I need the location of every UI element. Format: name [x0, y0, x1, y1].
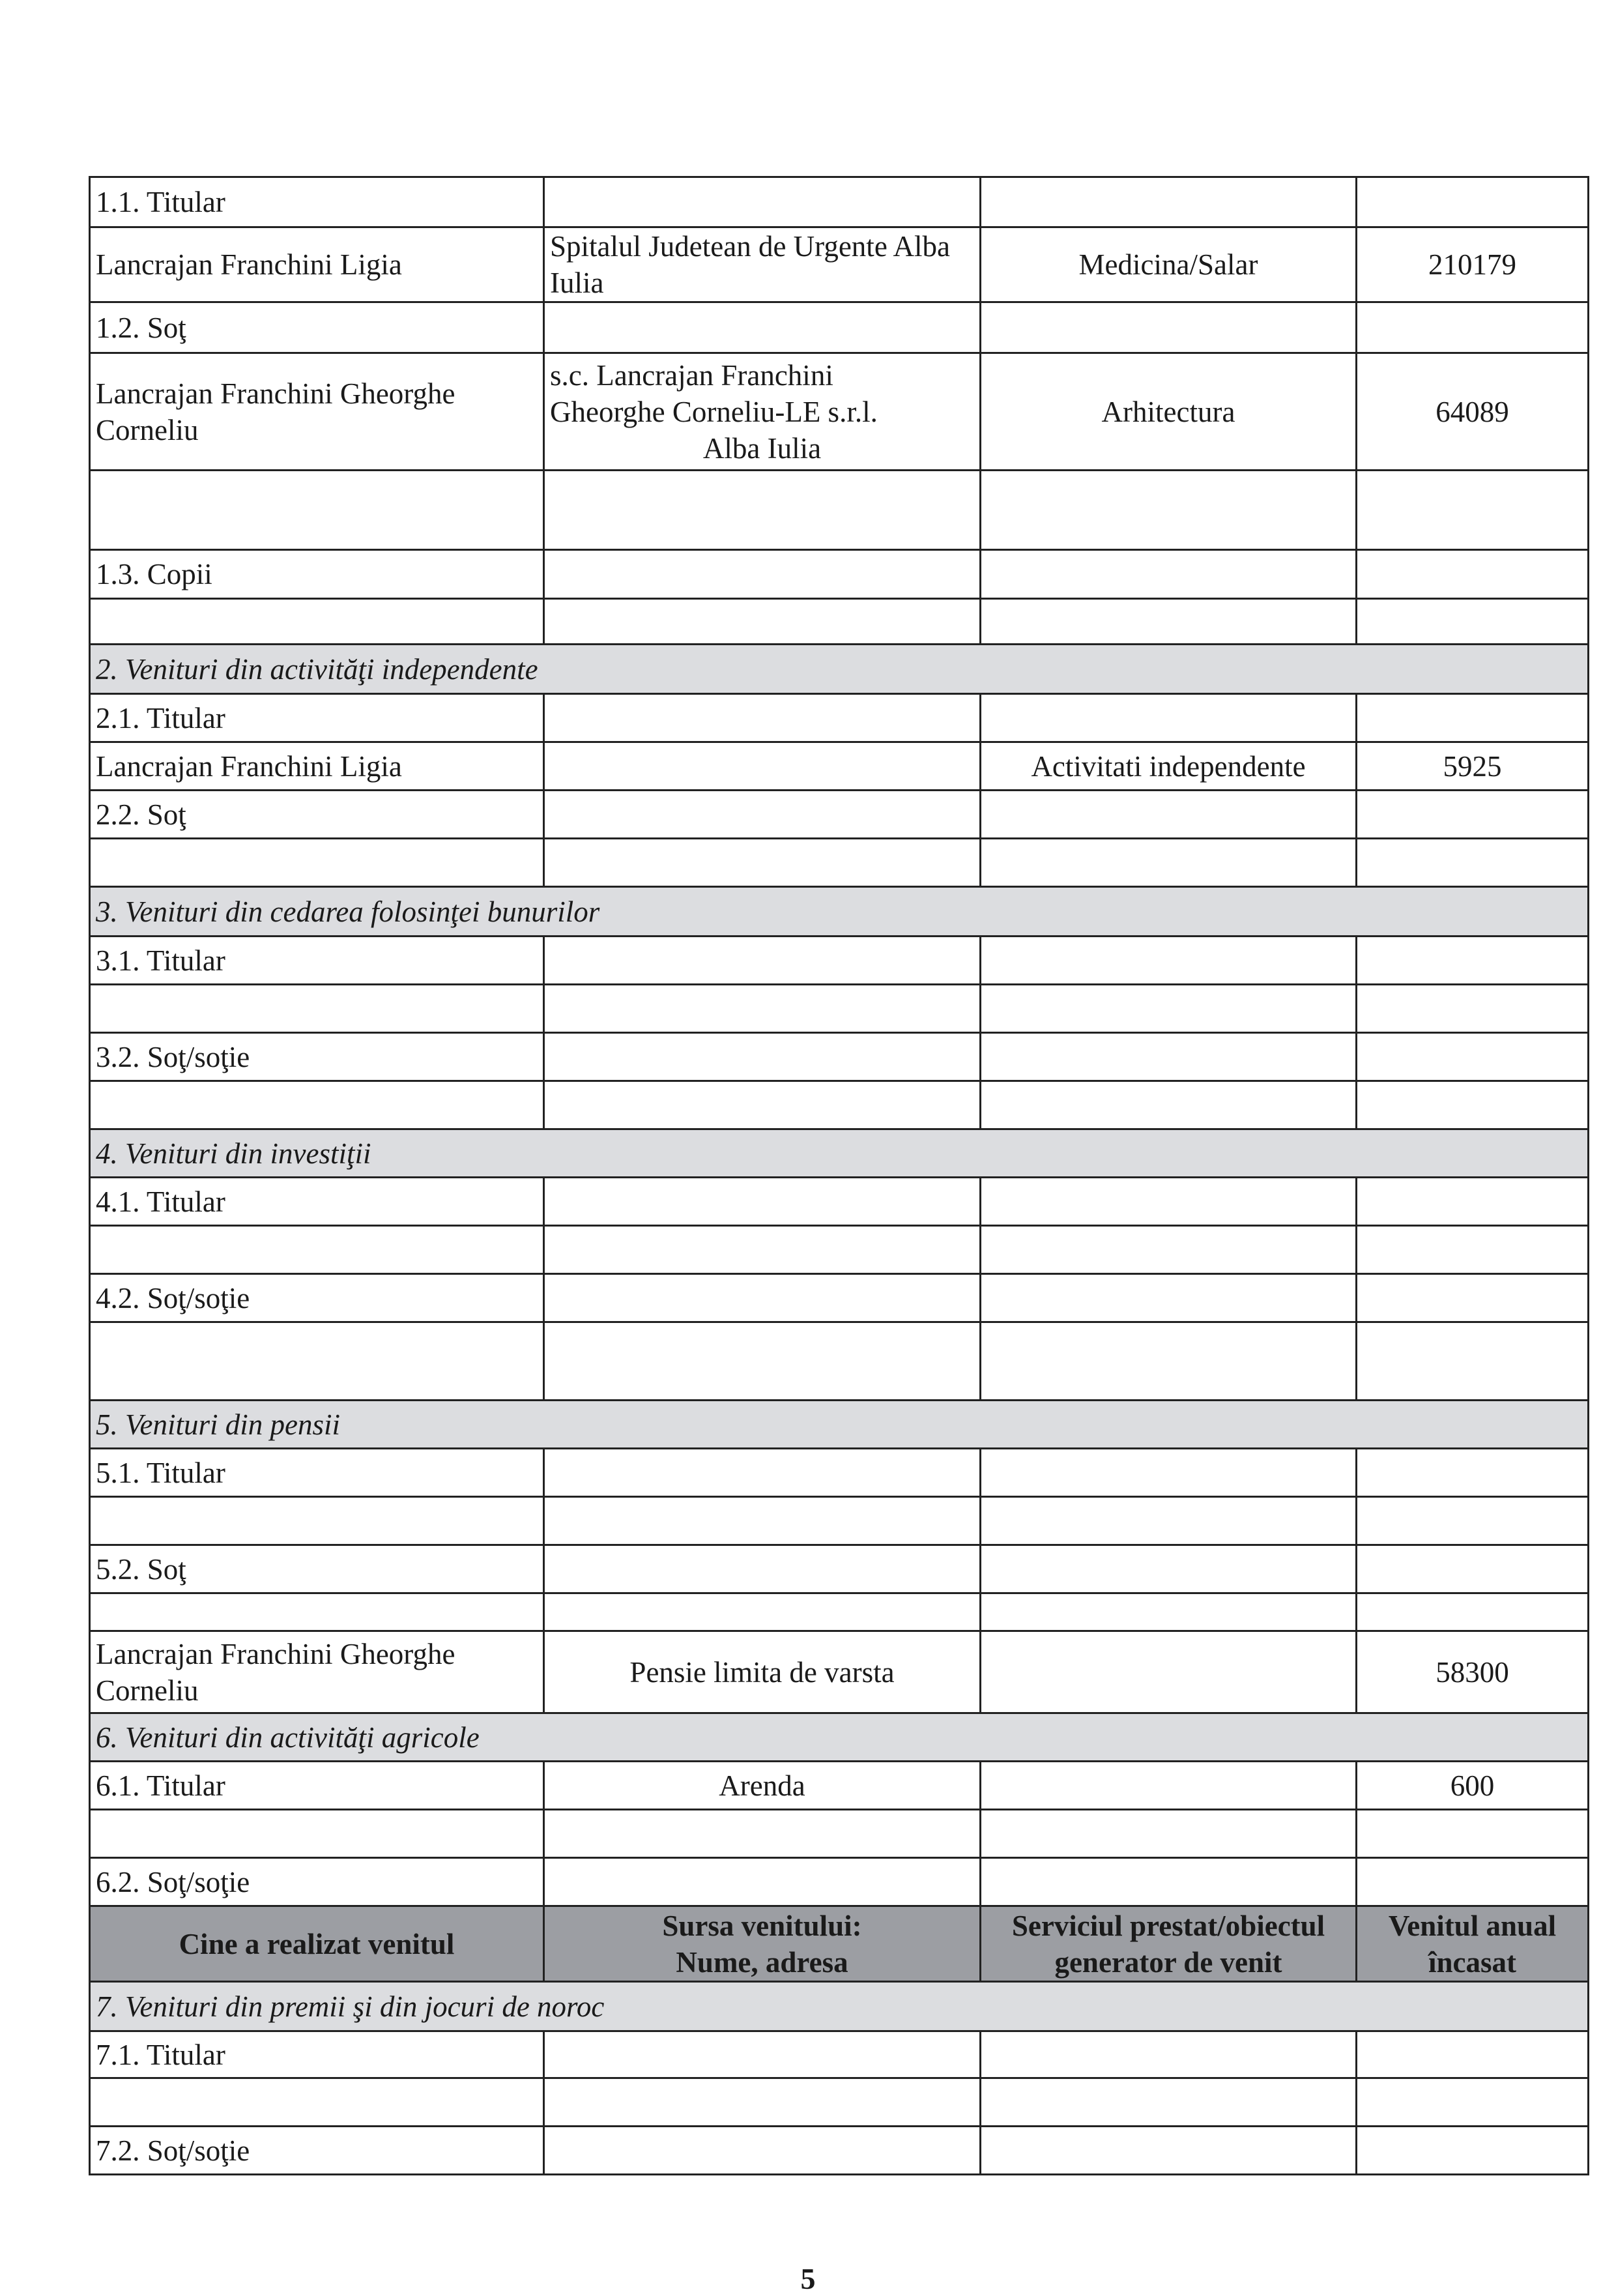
empty-cell: [90, 1081, 544, 1129]
empty-cell: [1357, 791, 1589, 839]
empty-cell: [981, 694, 1357, 742]
income-earner: Lancrajan Franchini Ligia: [90, 227, 544, 302]
empty-cell: [1357, 177, 1589, 227]
section-title: 4. Venituri din investiţii: [90, 1129, 1589, 1178]
row-label: 1.3. Copii: [90, 550, 544, 599]
table-row: [90, 599, 1589, 645]
empty-cell: [544, 599, 981, 645]
section-title: 6. Venituri din activităţi agricole: [90, 1713, 1589, 1762]
empty-cell: [544, 550, 981, 599]
row-label: 2.2. Soţ: [90, 791, 544, 839]
table-row: [90, 2127, 1589, 2175]
income-amount: 5925: [1357, 742, 1589, 791]
income-service: Medicina/Salar: [981, 227, 1357, 302]
empty-cell: [1357, 1226, 1589, 1274]
column-header-source: [544, 1906, 981, 1982]
empty-cell: [981, 937, 1357, 985]
empty-cell: [544, 1178, 981, 1226]
table-row: [90, 839, 1589, 887]
empty-cell: [1357, 550, 1589, 599]
empty-cell: [981, 2127, 1357, 2175]
empty-cell: [981, 1810, 1357, 1858]
empty-cell: [544, 177, 981, 227]
table-row: [90, 985, 1589, 1033]
income-source: [544, 353, 981, 471]
empty-cell: [90, 839, 544, 887]
empty-cell: [544, 2078, 981, 2127]
section-title: 5. Venituri din pensii: [90, 1401, 1589, 1449]
empty-cell: [544, 1497, 981, 1545]
empty-cell: [981, 550, 1357, 599]
row-label: 1.1. Titular: [90, 177, 544, 227]
empty-cell: [1357, 2031, 1589, 2078]
table-row: [90, 177, 1589, 227]
empty-cell: [981, 1033, 1357, 1081]
table-row: [90, 227, 1589, 302]
empty-cell: [1357, 1081, 1589, 1129]
row-label: 4.2. Soţ/soţie: [90, 1274, 544, 1322]
empty-cell: [544, 1226, 981, 1274]
table-row: [90, 1545, 1589, 1593]
empty-cell: [981, 1449, 1357, 1497]
empty-cell: [544, 2031, 981, 2078]
page-number: 5: [800, 2262, 816, 2295]
column-header-line: Sursa venitului:: [662, 1909, 862, 1942]
empty-cell: [981, 2031, 1357, 2078]
table-row: [90, 1178, 1589, 1226]
income-source: Pensie limita de varsta: [544, 1631, 981, 1713]
empty-cell: [544, 1593, 981, 1631]
row-label: 4.1. Titular: [90, 1178, 544, 1226]
empty-cell: [1357, 985, 1589, 1033]
empty-cell: [981, 1497, 1357, 1545]
empty-cell: [1357, 1593, 1589, 1631]
empty-cell: [90, 1810, 544, 1858]
empty-cell: [90, 599, 544, 645]
empty-cell: [981, 2078, 1357, 2127]
income-source-line: s.c. Lancrajan Franchini: [550, 358, 833, 392]
income-source-line: Gheorghe Corneliu-LE s.r.l.: [550, 395, 878, 428]
table-row: [90, 1322, 1589, 1401]
table-row: [90, 1858, 1589, 1906]
empty-cell: [544, 1810, 981, 1858]
empty-cell: [981, 1178, 1357, 1226]
empty-cell: [1357, 302, 1589, 353]
income-amount: 64089: [1357, 353, 1589, 471]
empty-cell: [544, 1081, 981, 1129]
empty-cell: [981, 1545, 1357, 1593]
empty-cell: [90, 1497, 544, 1545]
row-label: 7.1. Titular: [90, 2031, 544, 2078]
table-row: [90, 471, 1589, 550]
empty-cell: [981, 1226, 1357, 1274]
empty-cell: [544, 1322, 981, 1401]
column-header-line: Serviciul prestat/obiectul: [1011, 1909, 1325, 1942]
empty-cell: [981, 1762, 1357, 1810]
row-label: 3.1. Titular: [90, 937, 544, 985]
table-row: [90, 550, 1589, 599]
empty-cell: [981, 839, 1357, 887]
empty-cell: [981, 302, 1357, 353]
table-row: [90, 1033, 1589, 1081]
income-source-line: Alba Iulia: [702, 431, 822, 465]
column-header-row: [90, 1906, 1589, 1982]
income-earner: Lancrajan Franchini Gheorghe Corneliu: [90, 353, 544, 471]
empty-cell: [1357, 694, 1589, 742]
column-header-amount: [1357, 1906, 1589, 1982]
empty-cell: [981, 1593, 1357, 1631]
empty-cell: [544, 937, 981, 985]
section-heading-row: [90, 887, 1589, 937]
section-title: 7. Venituri din premii şi din jocuri de noroc: [90, 1982, 1589, 2031]
empty-cell: [1357, 1858, 1589, 1906]
row-label: 5.1. Titular: [90, 1449, 544, 1497]
empty-cell: [544, 1449, 981, 1497]
income-service: Arhitectura: [981, 353, 1357, 471]
table-row: [90, 1449, 1589, 1497]
column-header-line: Nume, adresa: [676, 1945, 848, 1979]
income-source: Arenda: [544, 1762, 981, 1810]
income-amount: 600: [1357, 1762, 1589, 1810]
empty-cell: [981, 791, 1357, 839]
empty-cell: [544, 1033, 981, 1081]
income-amount: 58300: [1357, 1631, 1589, 1713]
empty-cell: [1357, 1545, 1589, 1593]
column-header-service: [981, 1906, 1357, 1982]
empty-cell: [90, 1226, 544, 1274]
income-table-wrapper: [89, 176, 1587, 2175]
table-row: [90, 353, 1589, 471]
empty-cell: [981, 1631, 1357, 1713]
empty-cell: [544, 791, 981, 839]
empty-cell: [1357, 471, 1589, 550]
column-header-line: Venitul anual: [1388, 1909, 1557, 1942]
row-label: 5.2. Soţ: [90, 1545, 544, 1593]
row-label: 3.2. Soţ/soţie: [90, 1033, 544, 1081]
row-label: 6.1. Titular: [90, 1762, 544, 1810]
table-row: [90, 1081, 1589, 1129]
row-label: 2.1. Titular: [90, 694, 544, 742]
table-row: [90, 1810, 1589, 1858]
empty-cell: [1357, 1322, 1589, 1401]
empty-cell: [1357, 2078, 1589, 2127]
empty-cell: [544, 985, 981, 1033]
table-row: [90, 2031, 1589, 2078]
column-header-earner: Cine a realizat venitul: [90, 1906, 544, 1982]
empty-cell: [90, 1322, 544, 1401]
income-declaration-table: [89, 176, 1589, 2175]
table-row: [90, 1226, 1589, 1274]
table-row: [90, 1274, 1589, 1322]
empty-cell: [1357, 937, 1589, 985]
table-row: [90, 694, 1589, 742]
empty-cell: [981, 599, 1357, 645]
column-header-line: încasat: [1428, 1945, 1516, 1979]
empty-cell: [981, 985, 1357, 1033]
empty-cell: [1357, 1810, 1589, 1858]
section-heading-row: [90, 645, 1589, 694]
empty-cell: [90, 985, 544, 1033]
empty-cell: [1357, 2127, 1589, 2175]
section-title: 3. Venituri din cedarea folosinţei bunurilor: [90, 887, 1589, 937]
empty-cell: [981, 1858, 1357, 1906]
empty-cell: [1357, 839, 1589, 887]
table-row: [90, 1762, 1589, 1810]
empty-cell: [544, 694, 981, 742]
empty-cell: [90, 1593, 544, 1631]
section-heading-row: [90, 1401, 1589, 1449]
empty-cell: [981, 1081, 1357, 1129]
empty-cell: [1357, 1274, 1589, 1322]
row-label: 7.2. Soţ/soţie: [90, 2127, 544, 2175]
section-title: 2. Venituri din activităţi independente: [90, 645, 1589, 694]
table-row: [90, 937, 1589, 985]
empty-cell: [1357, 599, 1589, 645]
table-row: [90, 1631, 1589, 1713]
empty-cell: [981, 1322, 1357, 1401]
section-heading-row: [90, 1982, 1589, 2031]
income-earner: Lancrajan Franchini Ligia: [90, 742, 544, 791]
column-header-line: generator de venit: [1054, 1945, 1282, 1979]
empty-cell: [981, 177, 1357, 227]
empty-cell: [544, 1274, 981, 1322]
table-row: [90, 1497, 1589, 1545]
row-label: 6.2. Soţ/soţie: [90, 1858, 544, 1906]
section-heading-row: [90, 1713, 1589, 1762]
row-label: 1.2. Soţ: [90, 302, 544, 353]
empty-cell: [981, 1274, 1357, 1322]
table-row: [90, 302, 1589, 353]
table-row: [90, 742, 1589, 791]
empty-cell: [544, 839, 981, 887]
empty-cell: [1357, 1497, 1589, 1545]
empty-cell: [544, 2127, 981, 2175]
income-earner: Lancrajan Franchini Gheorghe Corneliu: [90, 1631, 544, 1713]
empty-cell: [544, 1545, 981, 1593]
empty-cell: [981, 471, 1357, 550]
empty-cell: [544, 1858, 981, 1906]
table-row: [90, 2078, 1589, 2127]
table-row: [90, 1593, 1589, 1631]
empty-cell: [90, 2078, 544, 2127]
empty-cell: [1357, 1449, 1589, 1497]
empty-cell: [544, 742, 981, 791]
table-row: [90, 791, 1589, 839]
empty-cell: [1357, 1178, 1589, 1226]
empty-cell: [544, 471, 981, 550]
section-heading-row: [90, 1129, 1589, 1178]
empty-cell: [1357, 1033, 1589, 1081]
income-source: Spitalul Judetean de Urgente Alba Iulia: [544, 227, 981, 302]
income-amount: 210179: [1357, 227, 1589, 302]
empty-cell: [544, 302, 981, 353]
empty-cell: [90, 471, 544, 550]
income-service: Activitati independente: [981, 742, 1357, 791]
